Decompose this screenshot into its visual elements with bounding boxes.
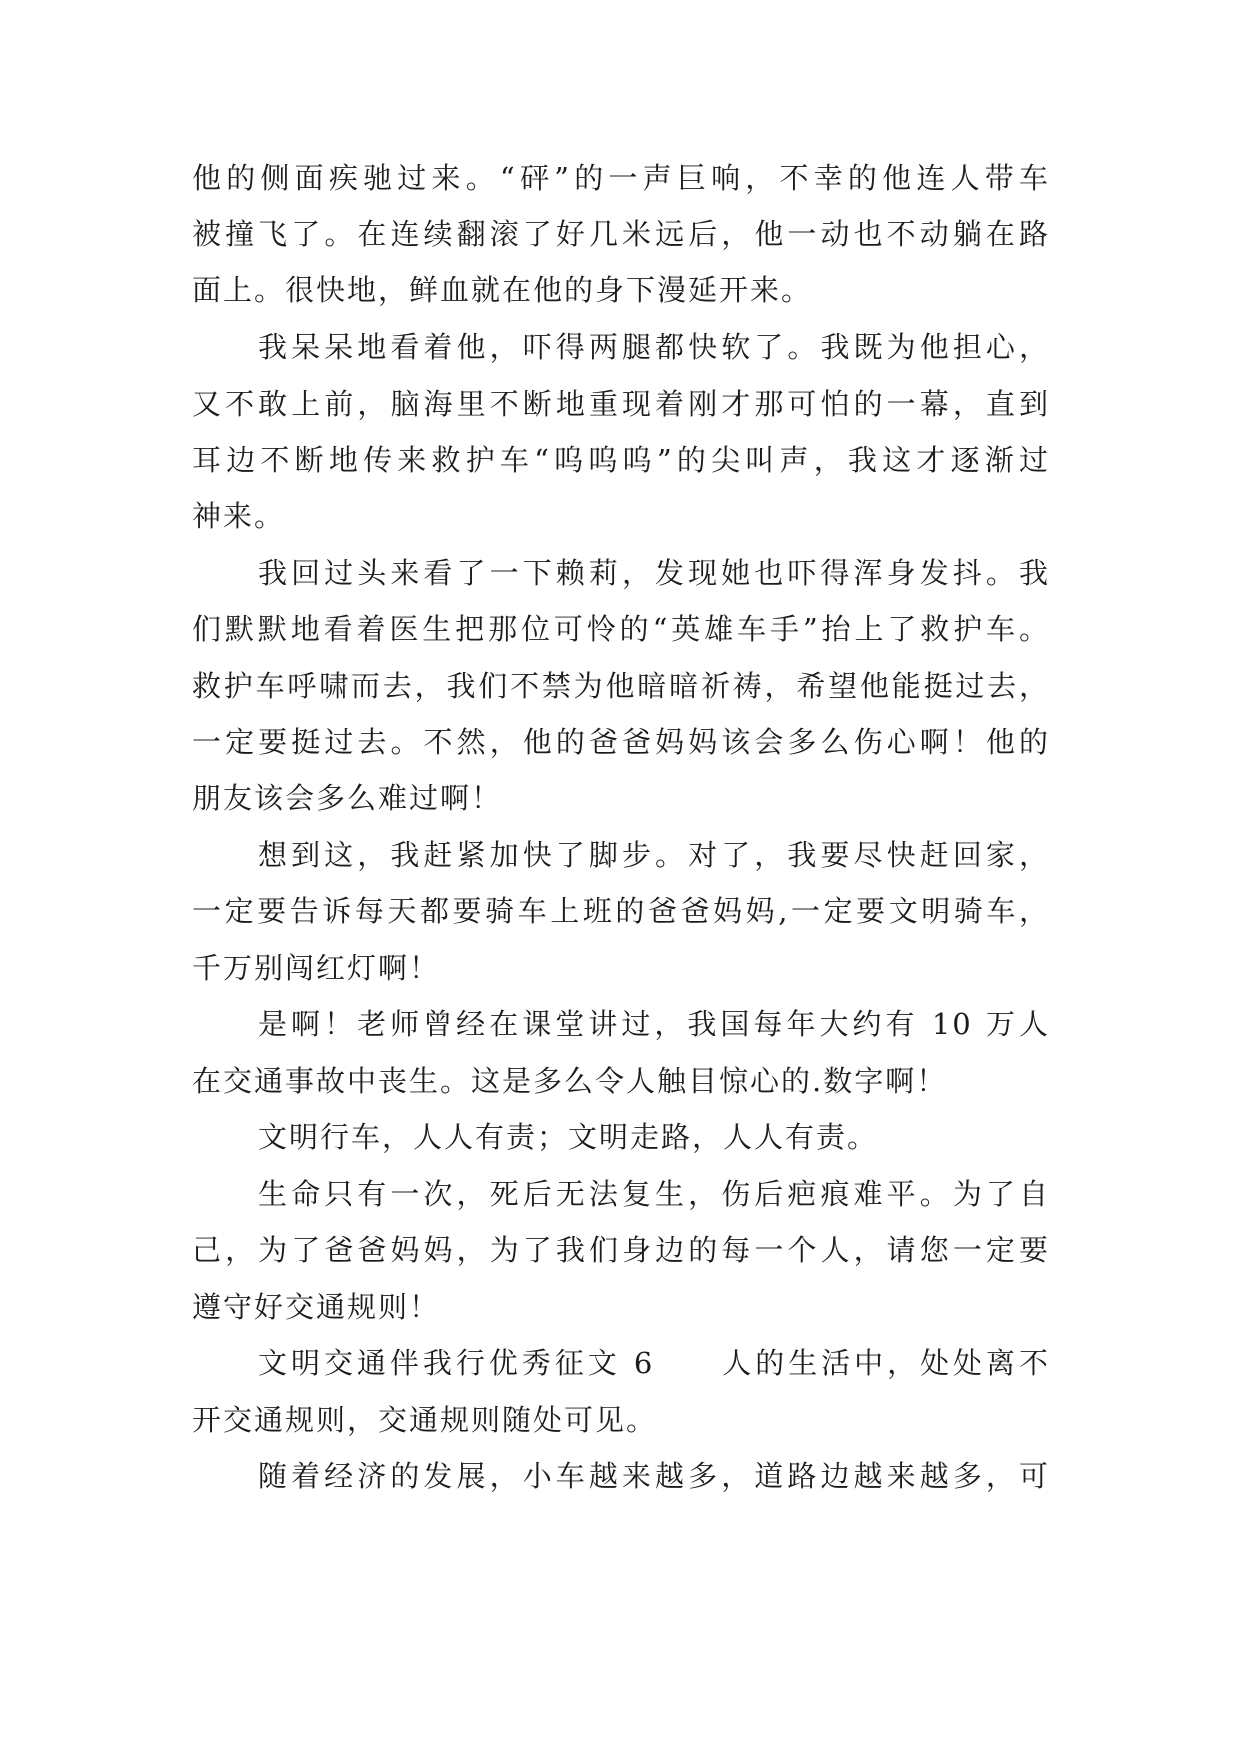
text-line: 开交通规则，交通规则随处可见。 <box>192 1403 658 1437</box>
text-line: 己，为了爸爸妈妈，为了我们身边的每一个人，请您一定要 <box>192 1233 1050 1267</box>
text-line: 被撞飞了。在连续翻滚了好几米远后，他一动也不动躺在路 <box>192 217 1050 251</box>
text-line: 生命只有一次，死后无法复生，伤后疤痕难平。为了自 <box>258 1177 1050 1211</box>
text-line: 随着经济的发展，小车越来越多，道路边越来越多，可 <box>258 1459 1050 1493</box>
text-line: 遵守好交通规则！ <box>192 1290 441 1324</box>
text-line: 是啊！老师曾经在课堂讲过，我国每年大约有 10 万人 <box>258 1007 1050 1041</box>
text-line: 耳边不断地传来救护车“呜呜呜”的尖叫声，我这才逐渐过 <box>192 443 1050 477</box>
text-line: 在交通事故中丧生。这是多么令人触目惊心的.数字啊！ <box>192 1064 948 1098</box>
text-line: 他的侧面疾驰过来。“砰”的一声巨响，不幸的他连人带车 <box>192 161 1050 195</box>
text-line: 文明行车，人人有责；文明走路，人人有责。 <box>258 1120 879 1154</box>
text-line: 神来。 <box>192 499 286 533</box>
text-line: 我呆呆地看着他，吓得两腿都快软了。我既为他担心， <box>258 330 1050 364</box>
text-line: 我回过头来看了一下赖莉，发现她也吓得浑身发抖。我 <box>258 556 1050 590</box>
text-line: 面上。很快地，鲜血就在他的身下漫延开来。 <box>192 273 813 307</box>
text-line: 想到这，我赶紧加快了脚步。对了，我要尽快赶回家， <box>258 838 1050 872</box>
text-line: 一定要告诉每天都要骑车上班的爸爸妈妈,一定要文明骑车， <box>192 894 1050 928</box>
text-line: 们默默地看着医生把那位可怜的“英雄车手”抬上了救护车。 <box>192 612 1050 646</box>
text-line: 一定要挺过去。不然，他的爸爸妈妈该会多么伤心啊！他的 <box>192 725 1050 759</box>
text-line: 救护车呼啸而去，我们不禁为他暗暗祈祷，希望他能挺过去， <box>192 669 1050 703</box>
text-line: 朋友该会多么难过啊！ <box>192 781 503 815</box>
text-line: 千万别闯红灯啊！ <box>192 951 441 985</box>
text-line: 文明交通伴我行优秀征文 6 人的生活中，处处离不 <box>258 1346 1050 1380</box>
text-line: 又不敢上前，脑海里不断地重现着刚才那可怕的一幕，直到 <box>192 387 1050 421</box>
